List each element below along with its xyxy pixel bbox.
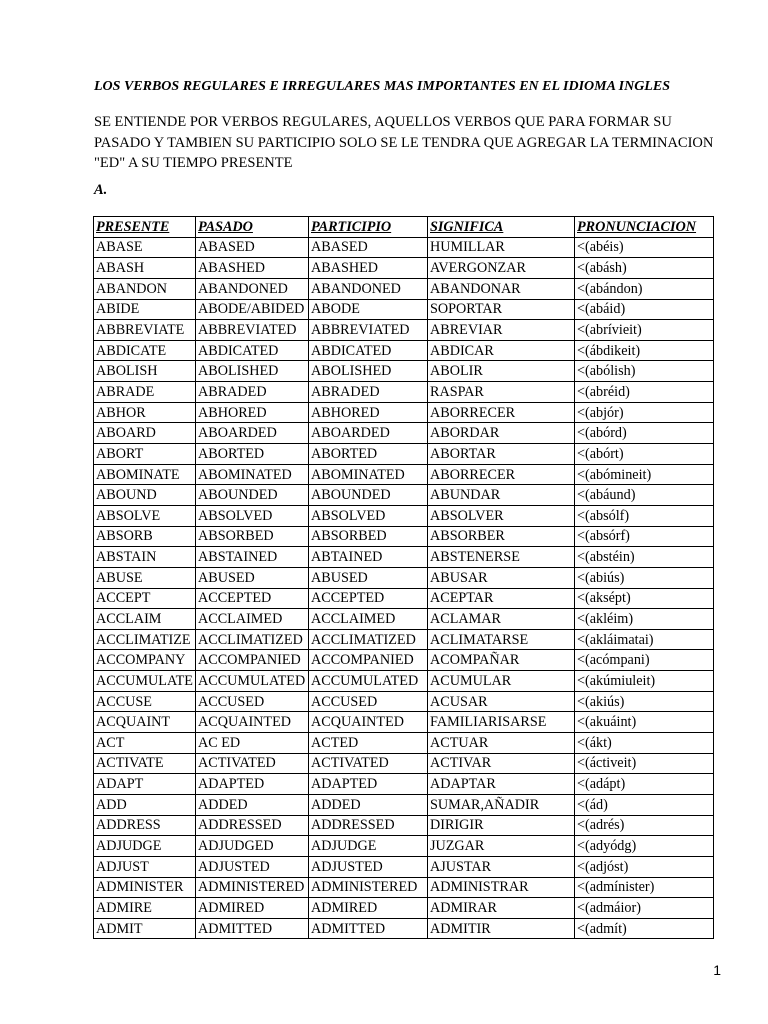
table-row — [94, 588, 714, 609]
cell-participio: ACCLIMATIZED — [309, 629, 428, 650]
column-header-pronunciacion: PRONUNCIACION — [575, 217, 714, 238]
cell-pasado: ABRADED — [196, 382, 309, 403]
cell-significa: ACOMPAÑAR — [428, 650, 575, 671]
cell-pasado: ACCUSED — [196, 691, 309, 712]
cell-presente: ABRADE — [94, 382, 196, 403]
cell-significa: ADAPTAR — [428, 774, 575, 795]
cell-significa: RASPAR — [428, 382, 575, 403]
cell-participio: ABDICATED — [309, 340, 428, 361]
column-header-participio: PARTICIPIO — [309, 217, 428, 238]
cell-significa: AJUSTAR — [428, 856, 575, 877]
table-row — [94, 402, 714, 423]
cell-pasado: ADJUDGED — [196, 836, 309, 857]
cell-participio: ABHORED — [309, 402, 428, 423]
cell-participio: ADMITTED — [309, 918, 428, 939]
cell-participio: ABANDONED — [309, 278, 428, 299]
cell-presente: ADAPT — [94, 774, 196, 795]
cell-pasado: ABOUNDED — [196, 485, 309, 506]
cell-participio: ACCLAIMED — [309, 609, 428, 630]
cell-presente: ABBREVIATE — [94, 320, 196, 341]
table-row — [94, 629, 714, 650]
cell-pasado: ADMIRED — [196, 898, 309, 919]
cell-significa: ABORDAR — [428, 423, 575, 444]
table-row — [94, 361, 714, 382]
cell-pronunciacion: <(admáior) — [575, 898, 714, 919]
cell-participio: ACTIVATED — [309, 753, 428, 774]
section-letter: A. — [94, 182, 108, 198]
verbs-table-body — [94, 237, 714, 939]
cell-presente: ACCLIMATIZE — [94, 629, 196, 650]
cell-significa: ACUMULAR — [428, 671, 575, 692]
cell-participio: ACCOMPANIED — [309, 650, 428, 671]
cell-pasado: ADDED — [196, 794, 309, 815]
table-row — [94, 382, 714, 403]
cell-participio: ABSOLVED — [309, 505, 428, 526]
cell-pasado: ABSTAINED — [196, 547, 309, 568]
cell-pronunciacion: <(abjór) — [575, 402, 714, 423]
cell-presente: ADMIRE — [94, 898, 196, 919]
cell-pronunciacion: <(absólf) — [575, 505, 714, 526]
cell-participio: ADMINISTERED — [309, 877, 428, 898]
cell-pasado: ACCLIMATIZED — [196, 629, 309, 650]
cell-participio: ADJUDGE — [309, 836, 428, 857]
cell-pronunciacion: <(adyódg) — [575, 836, 714, 857]
cell-presente: ADJUST — [94, 856, 196, 877]
cell-participio: ABSORBED — [309, 526, 428, 547]
cell-significa: ADMITIR — [428, 918, 575, 939]
cell-presente: ACTIVATE — [94, 753, 196, 774]
verbs-table-header — [94, 217, 714, 238]
cell-pasado: ABSOLVED — [196, 505, 309, 526]
cell-pronunciacion: <(acómpani) — [575, 650, 714, 671]
cell-pasado: ABORTED — [196, 444, 309, 465]
cell-participio: ADAPTED — [309, 774, 428, 795]
cell-significa: ADMIRAR — [428, 898, 575, 919]
cell-presente: ABOLISH — [94, 361, 196, 382]
cell-pronunciacion: <(abórd) — [575, 423, 714, 444]
cell-presente: ACCUSE — [94, 691, 196, 712]
cell-significa: ABANDONAR — [428, 278, 575, 299]
cell-participio: ACCUMULATED — [309, 671, 428, 692]
cell-presente: ACCEPT — [94, 588, 196, 609]
cell-significa: ACUSAR — [428, 691, 575, 712]
document-title: LOS VERBOS REGULARES E IRREGULARES MAS IMPORTANTES EN EL IDIOMA INGLES — [94, 79, 670, 94]
cell-presente: ADDRESS — [94, 815, 196, 836]
cell-presente: ADJUDGE — [94, 836, 196, 857]
cell-pasado: ABUSED — [196, 567, 309, 588]
cell-pasado: ACTIVATED — [196, 753, 309, 774]
cell-pronunciacion: <(abórt) — [575, 444, 714, 465]
cell-pronunciacion: <(abómineit) — [575, 464, 714, 485]
cell-pasado: ACCUMULATED — [196, 671, 309, 692]
cell-participio: ADJUSTED — [309, 856, 428, 877]
table-row — [94, 299, 714, 320]
cell-pronunciacion: <(ábdikeit) — [575, 340, 714, 361]
table-row — [94, 237, 714, 258]
cell-pronunciacion: <(akléim) — [575, 609, 714, 630]
cell-pronunciacion: <(adjóst) — [575, 856, 714, 877]
cell-participio: ABTAINED — [309, 547, 428, 568]
cell-pronunciacion: <(abrívieit) — [575, 320, 714, 341]
cell-significa: ABORRECER — [428, 464, 575, 485]
cell-participio: ABOUNDED — [309, 485, 428, 506]
cell-presente: ACT — [94, 733, 196, 754]
table-row — [94, 877, 714, 898]
table-row — [94, 567, 714, 588]
table-row — [94, 547, 714, 568]
cell-significa: ACEPTAR — [428, 588, 575, 609]
cell-presente: ABOUND — [94, 485, 196, 506]
cell-pronunciacion: <(admít) — [575, 918, 714, 939]
cell-pronunciacion: <(absórf) — [575, 526, 714, 547]
table-row — [94, 650, 714, 671]
cell-presente: ABASH — [94, 258, 196, 279]
cell-pronunciacion: <(abándon) — [575, 278, 714, 299]
cell-pasado: ABODE/ABIDED — [196, 299, 309, 320]
header-row — [94, 217, 714, 238]
cell-significa: ADMINISTRAR — [428, 877, 575, 898]
cell-presente: ABSOLVE — [94, 505, 196, 526]
cell-pasado: ABOARDED — [196, 423, 309, 444]
cell-pasado: ACCEPTED — [196, 588, 309, 609]
cell-participio: ADDED — [309, 794, 428, 815]
cell-pronunciacion: <(áctiveit) — [575, 753, 714, 774]
cell-presente: ACCUMULATE — [94, 671, 196, 692]
cell-pasado: AC ED — [196, 733, 309, 754]
table-row — [94, 505, 714, 526]
table-row — [94, 278, 714, 299]
cell-participio: ABUSED — [309, 567, 428, 588]
cell-pronunciacion: <(aksépt) — [575, 588, 714, 609]
table-row — [94, 258, 714, 279]
table-row — [94, 856, 714, 877]
cell-participio: ABOARDED — [309, 423, 428, 444]
cell-pronunciacion: <(abiús) — [575, 567, 714, 588]
cell-significa: ABSTENERSE — [428, 547, 575, 568]
table-row — [94, 774, 714, 795]
cell-pasado: ABHORED — [196, 402, 309, 423]
cell-participio: ABASED — [309, 237, 428, 258]
table-row — [94, 712, 714, 733]
cell-presente: ABOMINATE — [94, 464, 196, 485]
cell-significa: ABSOLVER — [428, 505, 575, 526]
table-row — [94, 671, 714, 692]
cell-pronunciacion: <(abstéin) — [575, 547, 714, 568]
cell-significa: ABUNDAR — [428, 485, 575, 506]
cell-significa: AVERGONZAR — [428, 258, 575, 279]
table-row — [94, 691, 714, 712]
cell-presente: ABHOR — [94, 402, 196, 423]
cell-pasado: ADDRESSED — [196, 815, 309, 836]
table-row — [94, 753, 714, 774]
cell-participio: ABOMINATED — [309, 464, 428, 485]
cell-pasado: ABASHED — [196, 258, 309, 279]
cell-pronunciacion: <(admínister) — [575, 877, 714, 898]
cell-pasado: ACCLAIMED — [196, 609, 309, 630]
cell-pronunciacion: <(adápt) — [575, 774, 714, 795]
cell-presente: ACQUAINT — [94, 712, 196, 733]
cell-pronunciacion: <(abáid) — [575, 299, 714, 320]
cell-significa: SUMAR,AÑADIR — [428, 794, 575, 815]
table-row — [94, 733, 714, 754]
cell-pasado: ABANDONED — [196, 278, 309, 299]
cell-pronunciacion: <(ád) — [575, 794, 714, 815]
cell-pasado: ADMINISTERED — [196, 877, 309, 898]
cell-pasado: ABSORBED — [196, 526, 309, 547]
table-row — [94, 918, 714, 939]
verbs-table — [93, 216, 714, 939]
table-row — [94, 815, 714, 836]
cell-participio: ABASHED — [309, 258, 428, 279]
cell-pasado: ACQUAINTED — [196, 712, 309, 733]
table-row — [94, 340, 714, 361]
table-row — [94, 794, 714, 815]
cell-presente: ACCLAIM — [94, 609, 196, 630]
cell-participio: ABODE — [309, 299, 428, 320]
cell-participio: ACCEPTED — [309, 588, 428, 609]
cell-participio: ADMIRED — [309, 898, 428, 919]
cell-presente: ABUSE — [94, 567, 196, 588]
cell-pasado: ABDICATED — [196, 340, 309, 361]
cell-pasado: ABOMINATED — [196, 464, 309, 485]
cell-presente: ABORT — [94, 444, 196, 465]
cell-presente: ABSTAIN — [94, 547, 196, 568]
cell-pronunciacion: <(ákt) — [575, 733, 714, 754]
cell-significa: ACTUAR — [428, 733, 575, 754]
page-number: 1 — [713, 962, 721, 978]
table-row — [94, 898, 714, 919]
cell-presente: ABSORB — [94, 526, 196, 547]
cell-presente: ADD — [94, 794, 196, 815]
cell-presente: ACCOMPANY — [94, 650, 196, 671]
cell-significa: ABDICAR — [428, 340, 575, 361]
cell-presente: ADMINISTER — [94, 877, 196, 898]
cell-pronunciacion: <(akúmiuleit) — [575, 671, 714, 692]
cell-significa: ACLAMAR — [428, 609, 575, 630]
cell-presente: ABANDON — [94, 278, 196, 299]
cell-pasado: ABOLISHED — [196, 361, 309, 382]
cell-significa: ABORRECER — [428, 402, 575, 423]
intro-paragraph: SE ENTIENDE POR VERBOS REGULARES, AQUELLOS VERBOS QUE PARA FORMAR SU PASADO Y TAMBIEN SU PARTICIPIO SOLO SE LE TENDRA QUE AGREGAR LA TERMINACION "ED" A SU TIEMPO PRESENTE — [94, 114, 714, 172]
cell-pronunciacion: <(akuáint) — [575, 712, 714, 733]
cell-significa: ABREVIAR — [428, 320, 575, 341]
cell-pronunciacion: <(akiús) — [575, 691, 714, 712]
cell-presente: ABDICATE — [94, 340, 196, 361]
cell-pronunciacion: <(abréid) — [575, 382, 714, 403]
cell-significa: ACTIVAR — [428, 753, 575, 774]
cell-significa: ACLIMATARSE — [428, 629, 575, 650]
cell-participio: ABOLISHED — [309, 361, 428, 382]
cell-pasado: ABBREVIATED — [196, 320, 309, 341]
cell-significa: SOPORTAR — [428, 299, 575, 320]
table-row — [94, 464, 714, 485]
table-row — [94, 423, 714, 444]
cell-significa: HUMILLAR — [428, 237, 575, 258]
cell-participio: ABRADED — [309, 382, 428, 403]
cell-participio: ACTED — [309, 733, 428, 754]
cell-significa: ABUSAR — [428, 567, 575, 588]
cell-presente: ABASE — [94, 237, 196, 258]
table-row — [94, 320, 714, 341]
cell-significa: DIRIGIR — [428, 815, 575, 836]
cell-participio: ACQUAINTED — [309, 712, 428, 733]
cell-pasado: ADJUSTED — [196, 856, 309, 877]
cell-presente: ABOARD — [94, 423, 196, 444]
table-row — [94, 836, 714, 857]
cell-pronunciacion: <(abásh) — [575, 258, 714, 279]
column-header-presente: PRESENTE — [94, 217, 196, 238]
cell-significa: ABORTAR — [428, 444, 575, 465]
cell-presente: ABIDE — [94, 299, 196, 320]
cell-pasado: ACCOMPANIED — [196, 650, 309, 671]
table-row — [94, 526, 714, 547]
cell-pasado: ADMITTED — [196, 918, 309, 939]
cell-significa: ABOLIR — [428, 361, 575, 382]
cell-significa: FAMILIARISARSE — [428, 712, 575, 733]
cell-pronunciacion: <(abáund) — [575, 485, 714, 506]
cell-pronunciacion: <(akláimatai) — [575, 629, 714, 650]
cell-pasado: ABASED — [196, 237, 309, 258]
cell-participio: ADDRESSED — [309, 815, 428, 836]
cell-pasado: ADAPTED — [196, 774, 309, 795]
cell-presente: ADMIT — [94, 918, 196, 939]
column-header-pasado: PASADO — [196, 217, 309, 238]
table-row — [94, 609, 714, 630]
cell-pronunciacion: <(adrés) — [575, 815, 714, 836]
cell-significa: ABSORBER — [428, 526, 575, 547]
column-header-significa: SIGNIFICA — [428, 217, 575, 238]
cell-pronunciacion: <(abéis) — [575, 237, 714, 258]
cell-significa: JUZGAR — [428, 836, 575, 857]
cell-participio: ACCUSED — [309, 691, 428, 712]
cell-participio: ABORTED — [309, 444, 428, 465]
table-row — [94, 485, 714, 506]
table-row — [94, 444, 714, 465]
cell-participio: ABBREVIATED — [309, 320, 428, 341]
cell-pronunciacion: <(abólish) — [575, 361, 714, 382]
